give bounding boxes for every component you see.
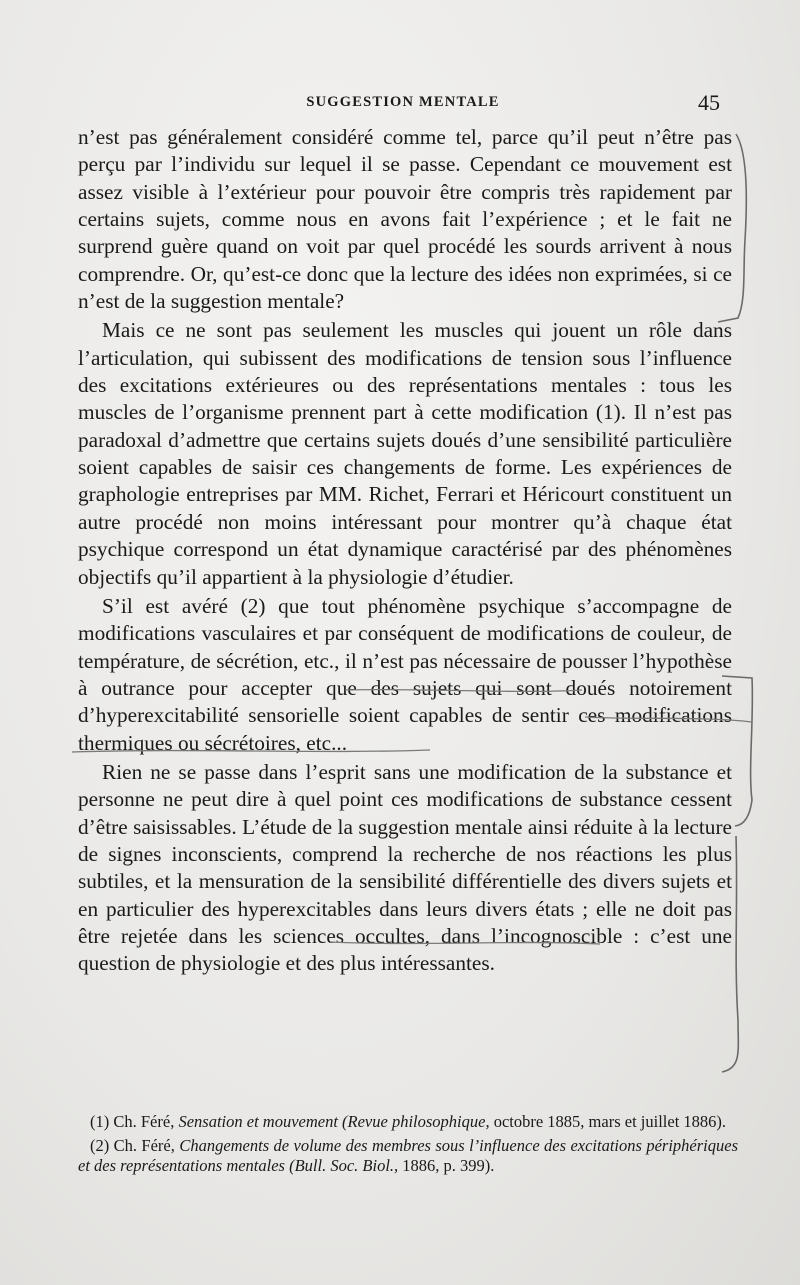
paragraph-1: n’est pas généralement considéré comme tel, parce qu’il peut n’être pas perçu par l’individu sur lequel il se passe. Cependant ce mouvement est assez visible à l’extérieur pour pouvoir être compris très rapidement par certains sujets, comme nous en avons fait l’expérience ; et le fait ne surprend guère quand on voit par quel procédé les sourds arrivent à nous comprendre. Or, qu’est-ce donc que la lecture des idées non exprimées, si ce n’est de la suggestion mentale? xyxy=(78,125,732,314)
main-text xyxy=(78,124,732,978)
paragraph-2: Mais ce ne sont pas seulement les muscles qui jouent un rôle dans l’articulation, qui subissent des modifications de tension sous l’influence des excitations extérieures ou des représentations mentales : tous les muscles de l’organisme prennent part à cette modification (1). Il n’est pas paradoxal d’admettre que certains sujets doués d’une sensibilité particulière soient capables de saisir ces changements de forme. Les expériences de graphologie entreprises par MM. Richet, Ferrari et Héricourt constituent un autre procédé non moins intéressant pour montrer qu’à chaque état psychique correspond un état dynamique caractérisé par des phénomènes objectifs qu’il appartient à la physiologie d’étudier. xyxy=(78,318,732,589)
footnote-1-marker: (1) Ch. Féré, xyxy=(90,1112,175,1131)
paragraph-3: S’il est avéré (2) que tout phénomène psychique s’accompagne de modifications vasculaires et par conséquent de modifications de couleur, de température, de sécrétion, etc., il n’est pas nécessaire de pousser l’hypothèse à outrance pour accepter que des sujets qui sont doués notoirement d’hyperexcitabilité sensorielle soient capables de sentir ces modifications thermiques ou sécrétoires, etc... xyxy=(78,593,732,755)
footnote-2-rest: 1886, p. 399). xyxy=(402,1156,495,1175)
footnote-2 xyxy=(78,1136,738,1176)
footnote-1 xyxy=(78,1112,738,1132)
running-header xyxy=(78,90,728,118)
running-title: SUGGESTION MENTALE xyxy=(306,94,500,110)
paragraph-4: Rien ne se passe dans l’esprit sans une modification de la substance et personne ne peut dire à quel point ces modifications de substance cessent d’être saisissables. L’étude de la suggestion mentale ainsi réduite à la lecture de signes inconscients, comprend la recherche de nos réactions les plus subtiles, et la mensuration de la sensibilité différentielle des divers sujets et en particulier des hyperexcitables dans leurs divers états ; elle ne doit pas être rejetée dans les sciences occultes, dans l’incognoscible : c’est une question de physiologie et des plus intéressantes. xyxy=(78,759,732,976)
footnote-1-title: Sensation et mouvement (Revue philosophique, xyxy=(178,1112,490,1131)
footnote-2-marker: (2) Ch. Féré, xyxy=(90,1136,175,1155)
page-number: 45 xyxy=(698,90,720,115)
footnotes xyxy=(78,1112,738,1180)
footnote-1-rest: octobre 1885, mars et juillet 1886). xyxy=(493,1112,727,1131)
footnote-2-title: Changements de volume des membres sous l’influence des excitations périphériques et des représentations mentales (Bull. Soc. Biol., xyxy=(78,1136,738,1175)
